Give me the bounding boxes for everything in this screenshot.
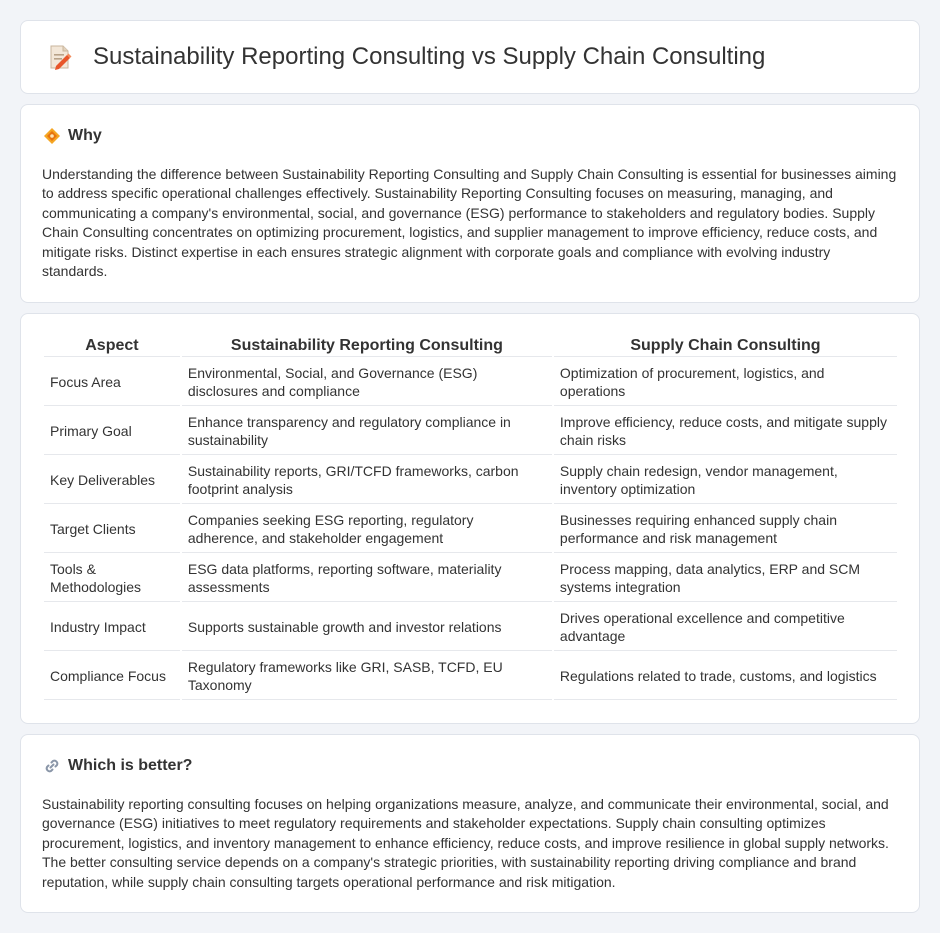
cell-sustainability: Regulatory frameworks like GRI, SASB, TCFD, EU Taxonomy [182,653,552,700]
header-sustainability: Sustainability Reporting Consulting [182,336,552,357]
which-better-title: Which is better? [68,757,193,774]
table-row [44,359,897,406]
table-row [44,506,897,553]
document-pencil-icon [47,44,73,70]
why-heading [43,127,102,145]
cell-aspect: Tools & Methodologies [44,555,180,602]
cell-sustainability: ESG data platforms, reporting software, materiality assessments [182,555,552,602]
cell-aspect: Compliance Focus [44,653,180,700]
header-aspect: Aspect [44,336,180,357]
cell-aspect: Target Clients [44,506,180,553]
why-card [20,104,920,303]
diamond-icon [43,127,61,145]
cell-aspect: Key Deliverables [44,457,180,504]
table-row [44,408,897,455]
title-row [47,43,765,71]
cell-sustainability: Companies seeking ESG reporting, regulatory adherence, and stakeholder engagement [182,506,552,553]
why-text: Understanding the difference between Sustainability Reporting Consulting and Supply Chain Consulting is essential for businesses aiming to address specific operational challenges effectively. Sustainability Reporting Consulting focuses on measuring, managing, and communicating a company's environmental, social, and governance (ESG) performance to stakeholders and regulatory bodies. Supply Chain Consulting concentrates on optimizing procurement, logistics, and supplier management to improve efficiency, reduce costs, and mitigate risks. Distinct expertise in each ensures strategic alignment with corporate goals and compliance with evolving industry standards. [42,166,897,280]
page-title: Sustainability Reporting Consulting vs Supply Chain Consulting [93,43,766,70]
which-better-text: Sustainability reporting consulting focuses on helping organizations measure, analyze, and communicate their environmental, social, and governance (ESG) initiatives to meet regulatory requirements and stakeholder expectations. Supply chain consulting optimizes procurement, logistics, and inventory management to enhance efficiency, reduce costs, and improve resilience in global supply networks. The better consulting service depends on a company's strategic priorities, with sustainability reporting driving compliance and brand reputation, while supply chain consulting targets operational performance and risk mitigation. [42,796,889,890]
cell-sustainability: Environmental, Social, and Governance (ESG) disclosures and compliance [182,359,552,406]
header-card [20,20,920,94]
comparison-table-card [20,313,920,724]
which-better-card [20,734,920,913]
table-row [44,604,897,651]
cell-supply-chain: Regulations related to trade, customs, and logistics [554,653,897,700]
table-row [44,653,897,700]
link-icon [43,757,61,775]
cell-aspect: Focus Area [44,359,180,406]
why-title: Why [68,127,102,144]
header-supply-chain: Supply Chain Consulting [554,336,897,357]
cell-aspect: Industry Impact [44,604,180,651]
cell-supply-chain: Process mapping, data analytics, ERP and SCM systems integration [554,555,897,602]
cell-sustainability: Sustainability reports, GRI/TCFD frameworks, carbon footprint analysis [182,457,552,504]
cell-supply-chain: Improve efficiency, reduce costs, and mitigate supply chain risks [554,408,897,455]
cell-supply-chain: Drives operational excellence and competitive advantage [554,604,897,651]
cell-supply-chain: Supply chain redesign, vendor management, inventory optimization [554,457,897,504]
cell-sustainability: Enhance transparency and regulatory compliance in sustainability [182,408,552,455]
cell-supply-chain: Businesses requiring enhanced supply chain performance and risk management [554,506,897,553]
table-row [44,457,897,504]
which-better-heading [43,757,192,775]
cell-sustainability: Supports sustainable growth and investor relations [182,604,552,651]
cell-aspect: Primary Goal [44,408,180,455]
comparison-table [42,334,899,702]
table-header-row [44,336,897,357]
cell-supply-chain: Optimization of procurement, logistics, and operations [554,359,897,406]
table-row [44,555,897,602]
